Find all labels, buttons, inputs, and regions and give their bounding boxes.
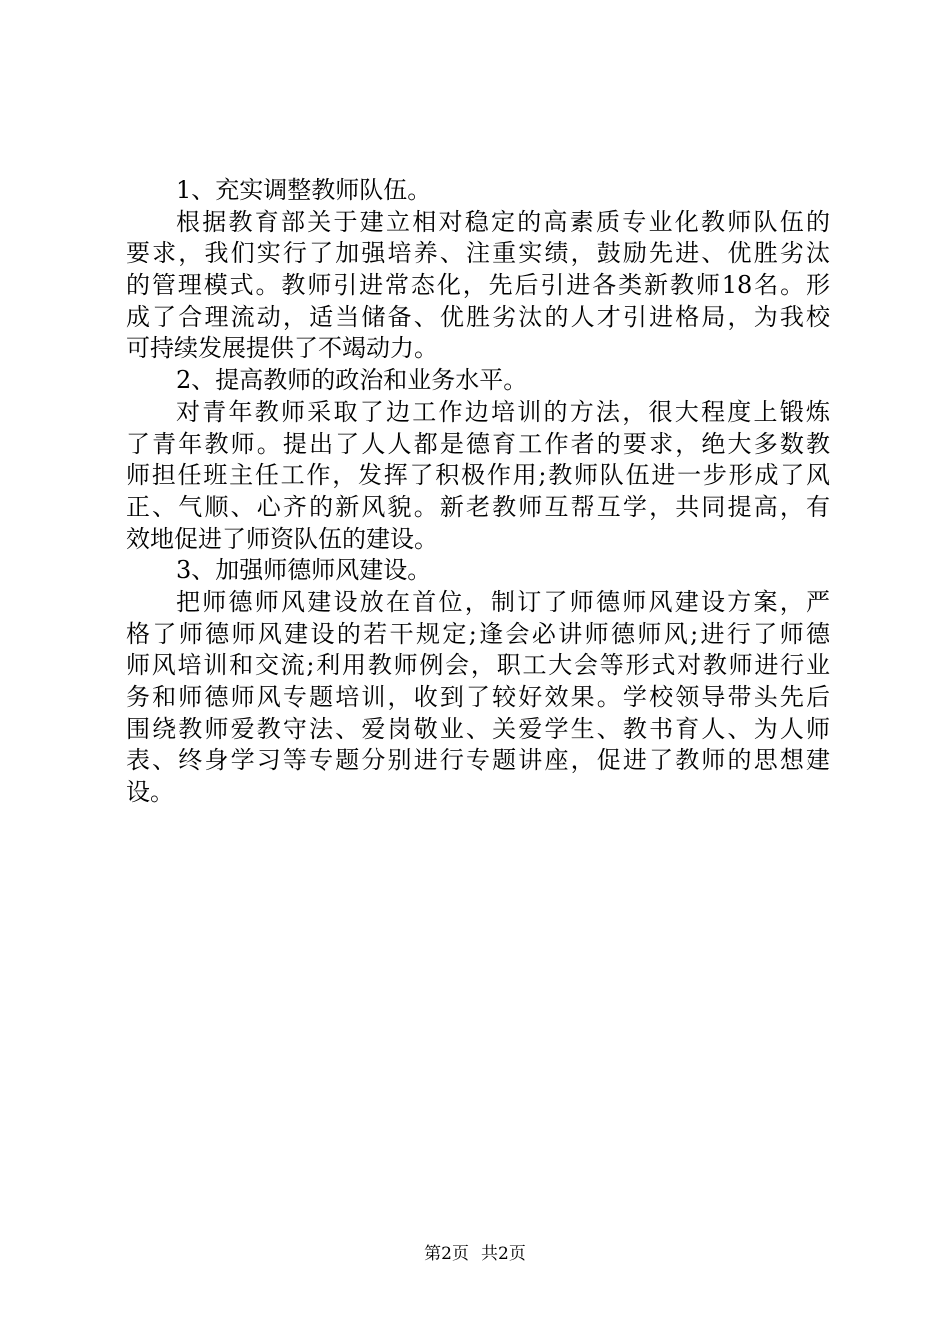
- page-number-total: 共2页: [481, 1244, 526, 1264]
- paragraph-line: 设。: [126, 778, 174, 807]
- section-heading-3: 3、加强师德师风建设。: [176, 556, 432, 585]
- paragraph-line: 正、气顺、心齐的新风貌。新老教师互帮互学，共同提高，有: [126, 492, 830, 521]
- paragraph-line: 可持续发展提供了不竭动力。: [126, 334, 438, 363]
- paragraph-line: 要求，我们实行了加强培养、注重实绩，鼓励先进、优胜劣汰: [126, 239, 830, 268]
- paragraph-line: 根据教育部关于建立相对稳定的高素质专业化教师队伍的: [176, 207, 830, 236]
- paragraph-line: 效地促进了师资队伍的建设。: [126, 524, 438, 553]
- section-heading-1: 1、充实调整教师队伍。: [176, 176, 432, 204]
- paragraph-line: 的管理模式。教师引进常态化，先后引进各类新教师18名。形: [126, 271, 830, 300]
- paragraph-line: 围绕教师爱教守法、爱岗敬业、关爱学生、教书育人、为人师: [126, 714, 830, 743]
- paragraph-line: 师风培训和交流;利用教师例会，职工大会等形式对教师进行业: [126, 651, 830, 680]
- section-heading-2: 2、提高教师的政治和业务水平。: [176, 366, 528, 395]
- paragraph-line: 把师德师风建设放在首位，制订了师德师风建设方案，严: [176, 587, 830, 616]
- paragraph-line: 成了合理流动，适当储备、优胜劣汰的人才引进格局，为我校: [126, 302, 830, 331]
- paragraph-line: 了青年教师。提出了人人都是德育工作者的要求，绝大多数教: [126, 429, 830, 458]
- document-body: [126, 175, 830, 809]
- page-footer: [0, 1243, 950, 1265]
- paragraph-line: 格了师德师风建设的若干规定;逢会必讲师德师风;进行了师德: [126, 619, 830, 648]
- page-number-current: 第2页: [424, 1244, 469, 1264]
- paragraph-line: 务和师德师风专题培训，收到了较好效果。学校领导带头先后: [126, 683, 830, 711]
- paragraph-line: 对青年教师采取了边工作边培训的方法，很大程度上锻炼: [176, 397, 830, 426]
- paragraph-line: 师担任班主任工作，发挥了积极作用;教师队伍进一步形成了风: [126, 461, 830, 490]
- paragraph-line: 表、终身学习等专题分别进行专题讲座，促进了教师的思想建: [126, 746, 830, 775]
